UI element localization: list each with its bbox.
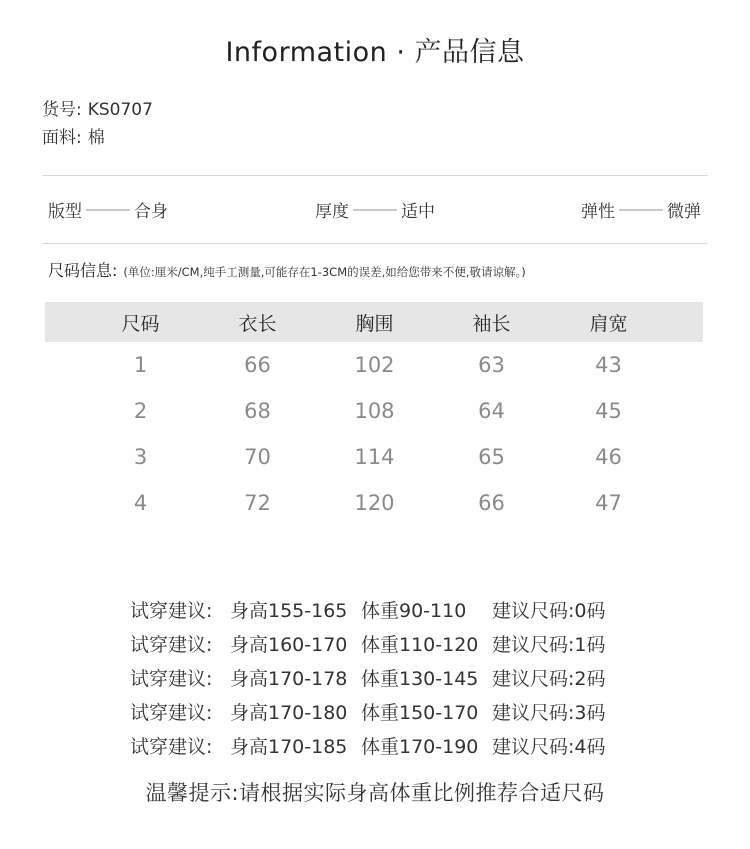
- suggestion-height: 身高155-165: [230, 600, 348, 622]
- suggestion-label: 试穿建议:: [130, 600, 213, 622]
- header-cell: 尺码: [121, 312, 160, 335]
- fabric-line: [42, 123, 105, 148]
- header-cell: 肩宽: [589, 312, 628, 335]
- table-row: [45, 342, 703, 388]
- table-row: [45, 480, 703, 526]
- attribute-label: 弹性: [581, 202, 615, 222]
- attribute-value: 合身: [134, 202, 168, 222]
- suggestion-label: 试穿建议:: [130, 702, 213, 724]
- table-cell: 1: [133, 353, 148, 377]
- suggestion-height: 身高170-185: [230, 736, 348, 758]
- divider-top: [42, 175, 708, 176]
- suggestion-label: 试穿建议:: [130, 634, 213, 656]
- table-cell: 102: [354, 353, 395, 377]
- table-cell: 43: [595, 353, 622, 377]
- suggestion-row: [130, 630, 606, 657]
- attribute-dash: [353, 209, 397, 211]
- table-cell: 47: [595, 491, 622, 515]
- sku-line: [42, 95, 153, 120]
- size-info-note: (单位:厘米/CM,纯手工测量,可能存在1-3CM的误差,如给您带来不便,敬请谅解。): [123, 265, 526, 279]
- table-cell: 46: [595, 445, 622, 469]
- footer-tip: 温馨提示:请根据实际身高体重比例推荐合适尺码: [145, 781, 605, 805]
- suggestion-size: 建议尺码:4码: [492, 736, 606, 758]
- suggestion-weight: 体重130-145: [361, 668, 479, 690]
- attribute-value: 微弹: [667, 202, 701, 222]
- page-title: Information · 产品信息: [225, 37, 525, 68]
- table-cell: 66: [244, 353, 271, 377]
- attribute-value: 适中: [401, 202, 435, 222]
- suggestion-height: 身高170-180: [230, 702, 348, 724]
- table-cell: 68: [244, 399, 271, 423]
- suggestion-size: 建议尺码:1码: [492, 634, 606, 656]
- table-cell: 4: [133, 491, 148, 515]
- table-cell: 114: [354, 445, 395, 469]
- table-cell: 3: [133, 445, 148, 469]
- table-cell: 108: [354, 399, 395, 423]
- suggestion-row: [130, 732, 606, 759]
- sku-label: 货号:: [42, 100, 82, 120]
- attribute-elasticity: [581, 197, 701, 222]
- suggestion-row: [130, 596, 606, 623]
- table-cell: 65: [478, 445, 505, 469]
- header-cell: 胸围: [355, 312, 394, 335]
- suggestion-row: [130, 664, 606, 691]
- suggestion-size: 建议尺码:2码: [492, 668, 606, 690]
- header-cell: 袖长: [472, 312, 511, 335]
- table-cell: 63: [478, 353, 505, 377]
- suggestion-weight: 体重150-170: [361, 702, 479, 724]
- size-info-heading: 尺码信息:: [48, 261, 118, 280]
- attribute-label: 厚度: [315, 202, 349, 222]
- suggestion-label: 试穿建议:: [130, 668, 213, 690]
- suggestion-height: 身高160-170: [230, 634, 348, 656]
- divider-bottom: [42, 243, 708, 244]
- table-cell: 2: [133, 399, 148, 423]
- suggestion-weight: 体重90-110: [361, 600, 467, 622]
- suggestion-size: 建议尺码:0码: [492, 600, 606, 622]
- attribute-thickness: [315, 197, 435, 222]
- attribute-dash: [619, 209, 663, 211]
- attribute-label: 版型: [48, 202, 82, 222]
- size-table-header: [45, 302, 703, 342]
- fabric-value: 棉: [87, 128, 105, 148]
- suggestion-row: [130, 698, 606, 725]
- suggestion-size: 建议尺码:3码: [492, 702, 606, 724]
- table-cell: 70: [244, 445, 271, 469]
- table-cell: 45: [595, 399, 622, 423]
- size-table: [45, 302, 703, 526]
- header-cell: 衣长: [238, 312, 277, 335]
- suggestion-label: 试穿建议:: [130, 736, 213, 758]
- attribute-dash: [86, 209, 130, 211]
- table-row: [45, 388, 703, 434]
- suggestion-height: 身高170-178: [230, 668, 348, 690]
- suggestion-weight: 体重170-190: [361, 736, 479, 758]
- table-cell: 64: [478, 399, 505, 423]
- table-cell: 120: [354, 491, 395, 515]
- table-cell: 72: [244, 491, 271, 515]
- table-cell: 66: [478, 491, 505, 515]
- attribute-fit: [48, 197, 168, 222]
- suggestion-weight: 体重110-120: [361, 634, 479, 656]
- sku-value: KS0707: [87, 100, 153, 120]
- fabric-label: 面料:: [42, 128, 82, 148]
- size-info: [48, 258, 526, 281]
- table-row: [45, 434, 703, 480]
